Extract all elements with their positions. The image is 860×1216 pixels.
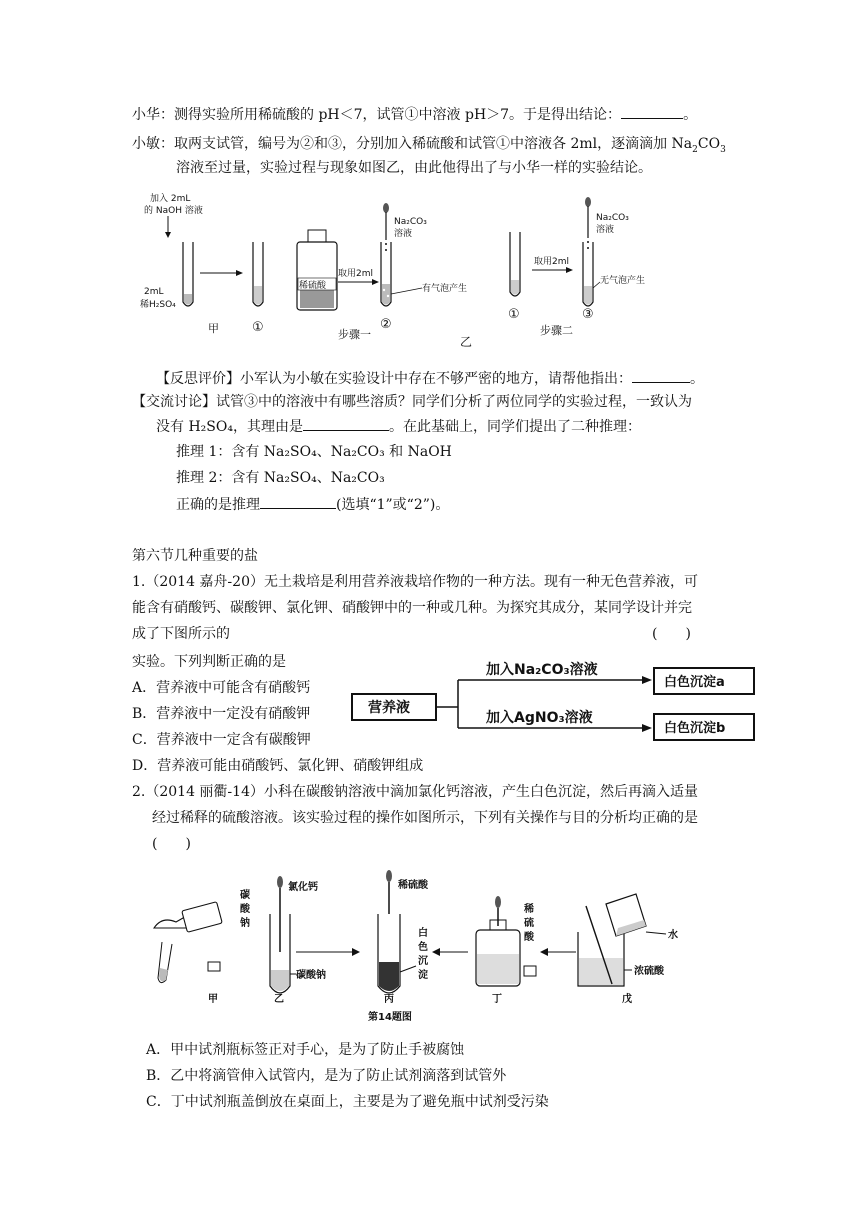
jia-label-2: 酸 <box>240 904 250 915</box>
add-naoh-label-2: 的 NaOH 溶液 <box>144 206 203 216</box>
q1-option-a: A．营养液中可能含有硝酸钙 <box>132 680 311 696</box>
stopper-ding <box>524 966 536 976</box>
q1-line-4: 实验。下列判断正确的是 <box>132 654 286 670</box>
xiaomin-text-1: 小敏：取两支试管，编号为②和③，分别加入稀硫酸和试管①中溶液各 2ml，逐滴滴加 Na <box>132 136 693 152</box>
answer-line <box>176 494 449 515</box>
bottle-label: 稀硫酸 <box>299 281 327 291</box>
q2-option-c: C．丁中试剂瓶盖倒放在桌面上，主要是为了避免瓶中试剂受污染 <box>146 1094 549 1110</box>
inference-2: 推理 2：含有 Na₂SO₄、Na₂CO₃ <box>176 470 385 486</box>
answer-blank[interactable] <box>303 416 389 431</box>
flow-result-b: 白色沉淀b <box>664 721 726 736</box>
q1-answer-paren: ( ) <box>652 626 691 642</box>
caption-jia: 甲 <box>208 322 219 335</box>
answer-text-b: (选填“1”或“2”)。 <box>336 497 450 513</box>
section-title: 第六节几种重要的盐 <box>132 548 258 564</box>
na2co3-label-a2: 溶液 <box>394 229 413 239</box>
jia-label-1: 碳 <box>240 890 250 901</box>
cap-yi: 乙 <box>274 994 284 1005</box>
discuss-text-2a: 没有 H₂SO₄，其理由是 <box>156 419 303 435</box>
q2-line-1: 2.（2014 丽衢-14）小科在碳酸钠溶液中滴加氯化钙溶液，产生白色沉淀，然后再滴入适量 <box>132 784 698 800</box>
flow-source-label: 营养液 <box>368 700 410 716</box>
flow-result-a: 白色沉淀a <box>664 675 725 690</box>
q2-answer-paren: ( ) <box>152 836 191 852</box>
inference-1: 推理 1：含有 Na₂SO₄、Na₂CO₃ 和 NaOH <box>176 444 452 460</box>
discuss-text-1: 【交流讨论】试管③中的溶液中有哪些溶质？同学们分析了两位同学的实验过程，一致认为 <box>132 394 692 410</box>
label-h2so4: 稀硫酸 <box>398 880 428 891</box>
discuss-line-2 <box>156 416 641 437</box>
precip-3: 沉 <box>418 956 428 967</box>
answer-text-a: 正确的是推理 <box>176 497 260 513</box>
step-one-label: 步骤一 <box>338 328 371 341</box>
stopper-jia <box>208 962 220 971</box>
q1-option-d: D．营养液可能由硝酸钙、氯化钾、硝酸钾组成 <box>132 758 424 774</box>
q1-line-3: 成了下图所示的 <box>132 626 230 642</box>
q1-flow-diagram <box>348 656 760 746</box>
formula-part: CO <box>697 136 721 152</box>
caption-yi: 乙 <box>460 335 473 349</box>
step-two-label: 步骤二 <box>540 324 573 337</box>
answer-blank[interactable] <box>632 368 690 383</box>
discuss-line-1 <box>132 392 692 412</box>
q2-figure <box>146 866 746 1026</box>
experiment-figure-1 <box>140 190 660 350</box>
xiaomin-line-1 <box>132 134 726 160</box>
cap-ding: 丁 <box>492 994 502 1005</box>
na2co3-label-a1: Na₂CO₃ <box>394 217 427 227</box>
cap-jia: 甲 <box>208 994 218 1005</box>
h2so4-label-1: 2mL <box>144 287 164 297</box>
punct: 。 <box>690 371 704 387</box>
flow-add-1: 加入Na₂CO₃溶液 <box>486 662 598 678</box>
h2so4-label-2: 稀H₂SO₄ <box>140 300 176 310</box>
ding-label-2: 硫 <box>524 918 534 929</box>
tube-1-label: ① <box>252 320 264 335</box>
label-na2co3: 碳酸钠 <box>296 970 326 981</box>
tube-3-label: ③ <box>582 307 594 322</box>
na2co3-label-b2: 溶液 <box>596 225 615 235</box>
q2-line-2: 经过稀释的硫酸溶液。该实验过程的操作如图所示，下列有关操作与目的分析均正确的是 <box>152 810 698 826</box>
subscript: 3 <box>720 144 726 155</box>
precip-4: 淀 <box>418 970 428 981</box>
bubbles-label: 有气泡产生 <box>422 284 468 294</box>
reflect-line <box>156 368 704 389</box>
no-bubbles-label: 无气泡产生 <box>600 276 646 286</box>
dropper-bulb-b <box>585 197 591 207</box>
answer-blank[interactable] <box>621 104 683 119</box>
xiaomin-text-2: 溶液至过量，实验过程与现象如图乙，由此他得出了与小华一样的实验结论。 <box>176 160 652 176</box>
ding-label-1: 稀 <box>524 904 534 915</box>
precip-2: 色 <box>418 942 428 953</box>
take-2ml-label-b: 取用2ml <box>534 257 569 267</box>
q2-option-b: B．乙中将滴管伸入试管内，是为了防止试剂滴落到试管外 <box>146 1068 507 1084</box>
dropper-bulb-a <box>383 203 389 213</box>
xiaohua-text: 小华：测得实验所用稀硫酸的 pH＜7，试管①中溶液 pH＞7。于是得出结论： <box>132 107 622 123</box>
q1-line-2: 能含有硝酸钙、碳酸钾、氯化钾、硝酸钾中的一种或几种。为探究其成分，某同学设计并完 <box>132 600 692 616</box>
answer-blank[interactable] <box>260 494 336 509</box>
cap-wu: 戊 <box>622 994 632 1005</box>
figure-title: 第14题图 <box>368 1012 412 1023</box>
label-conc-h2so4: 浓硫酸 <box>634 966 664 977</box>
label-water: 水 <box>668 930 678 941</box>
na2co3-label-b1: Na₂CO₃ <box>596 213 629 223</box>
take-2ml-label-a: 取用2ml <box>338 269 373 279</box>
reflect-text: 【反思评价】小军认为小敏在实验设计中存在不够严密的地方，请帮他指出： <box>156 371 632 387</box>
q2-option-a: A．甲中试剂瓶标签正对手心，是为了防止手被腐蚀 <box>146 1042 465 1058</box>
label-cacl2: 氯化钙 <box>288 882 318 893</box>
jia-label-3: 钠 <box>240 918 250 929</box>
q1-option-c: C．营养液中一定含有碳酸钾 <box>132 732 311 748</box>
punct: 。 <box>683 107 698 123</box>
add-naoh-label-1: 加入 2mL <box>150 194 191 204</box>
tube-2-label: ② <box>380 317 392 332</box>
cap-bing: 丙 <box>384 994 394 1005</box>
xiaomin-line-2 <box>176 158 652 178</box>
subscript: 2 <box>692 144 698 155</box>
flow-add-2: 加入AgNO₃溶液 <box>486 710 593 726</box>
bottle-jia <box>182 902 222 933</box>
discuss-text-2b: 。在此基础上，同学们提出了二种推理： <box>388 419 641 435</box>
precip-1: 白 <box>418 928 428 939</box>
q1-option-b: B．营养液中一定没有硝酸钾 <box>132 706 311 722</box>
q1-line-1: 1.（2014 嘉舟-20）无土栽培是利用营养液栽培作物的一种方法。现有一种无色营养液，可 <box>132 574 698 590</box>
xiaohua-line <box>132 104 697 125</box>
ding-label-3: 酸 <box>524 932 534 943</box>
tube-1b-label: ① <box>508 307 520 322</box>
